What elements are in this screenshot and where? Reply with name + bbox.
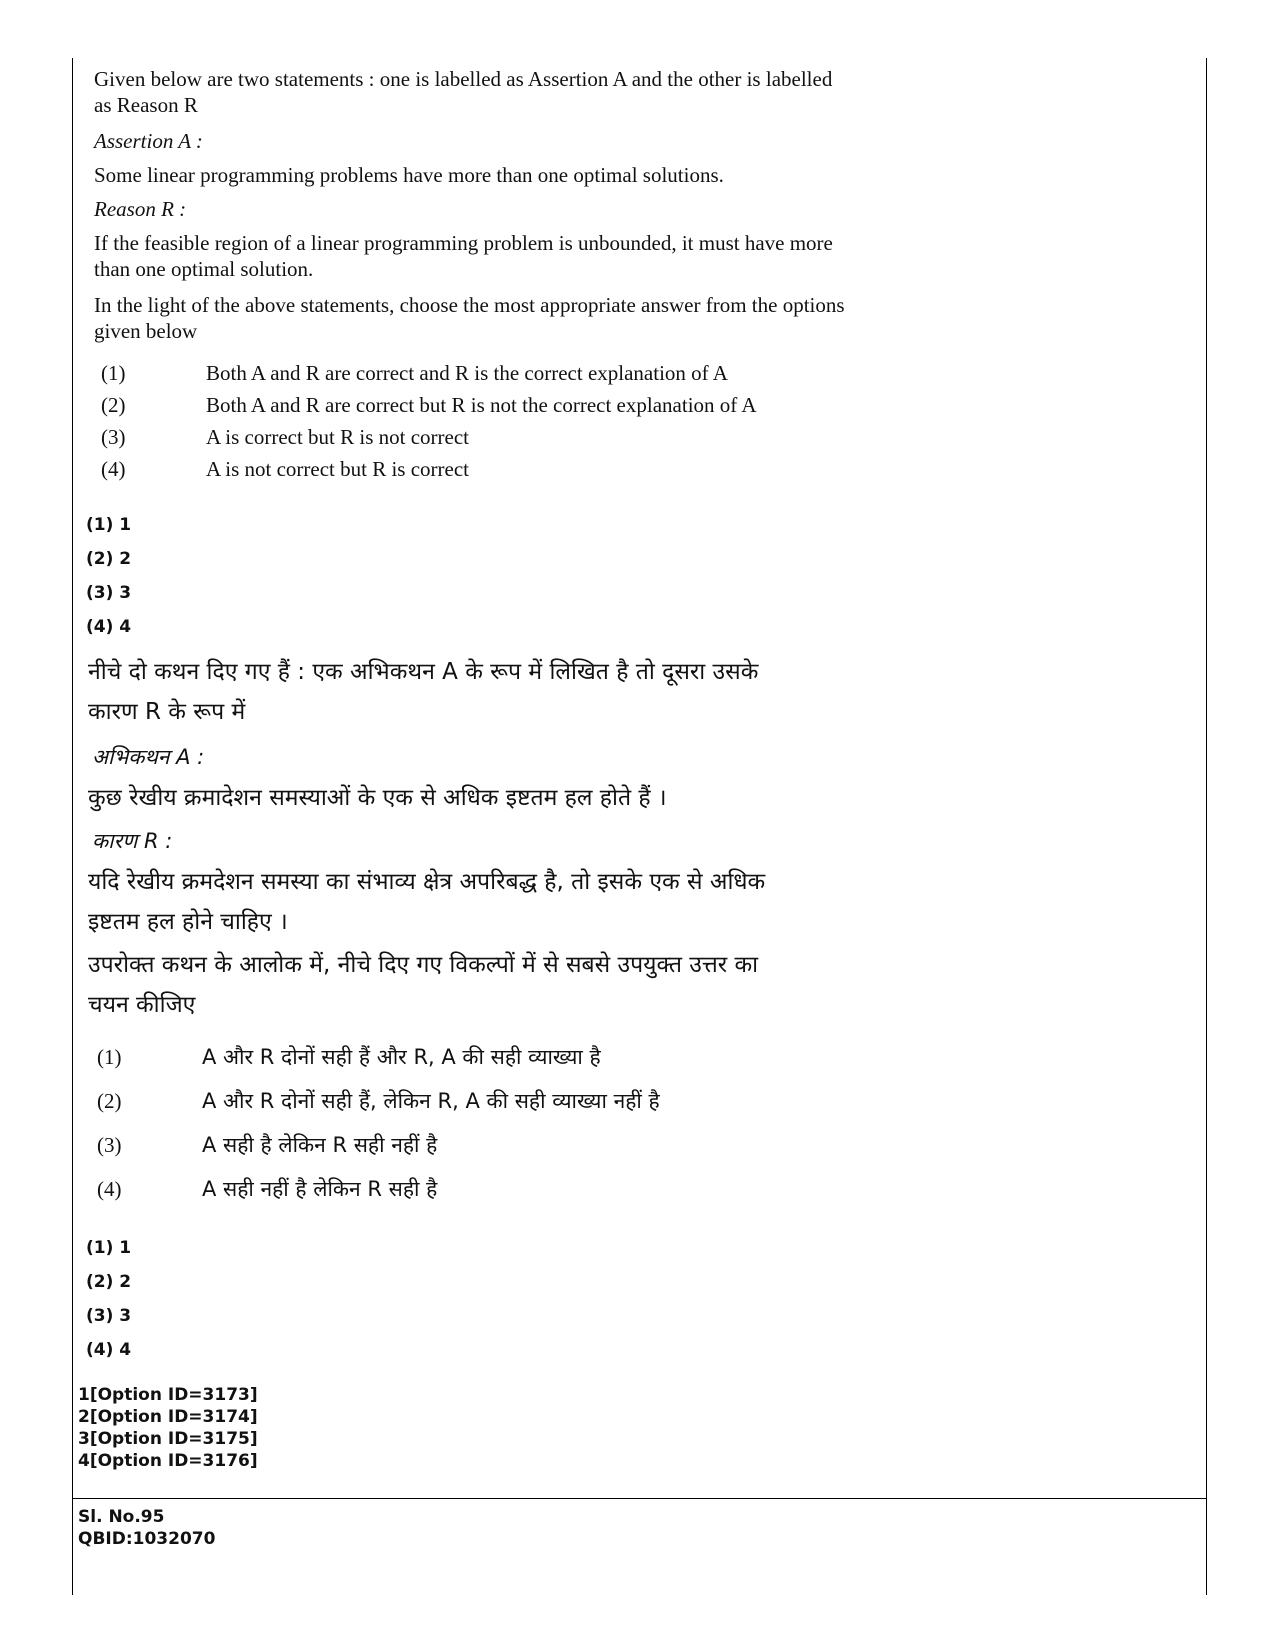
- option-id-2: 2[Option ID=3174]: [78, 1407, 258, 1427]
- instruction-hi-line1: उपरोक्त कथन के आलोक में, नीचे दिए गए विकल्पों में से सबसे उपयुक्त उत्तर का: [88, 952, 759, 978]
- reason-text-en: If the feasible region of a linear programming problem is unbounded, it must have more than one optimal solution.: [94, 231, 833, 281]
- option-text: Both A and R are correct and R is the correct explanation of A: [206, 361, 728, 385]
- answer-choice-hi-3[interactable]: (3) 3: [86, 1306, 132, 1326]
- answer-choice-en-1[interactable]: (1) 1: [86, 515, 132, 535]
- option-number: (4): [97, 1177, 122, 1201]
- question-divider: [72, 1498, 1207, 1499]
- option-number: (3): [97, 1133, 122, 1157]
- option-number: (3): [101, 425, 126, 449]
- reason-label-en: Reason R :: [94, 197, 187, 221]
- instruction-en-block: [94, 292, 864, 344]
- question-intro-en: [94, 66, 854, 118]
- option-text: A सही है लेकिन R सही नहीं है: [202, 1133, 438, 1157]
- option-text: A और R दोनों सही हैं, लेकिन R, A की सही व्याख्या नहीं है: [202, 1089, 660, 1113]
- assertion-text-en: Some linear programming problems have more than one optimal solutions.: [94, 163, 724, 187]
- answer-choice-en-2[interactable]: (2) 2: [86, 549, 132, 569]
- question-intro-hi-line2: कारण R के रूप में: [88, 699, 246, 725]
- instruction-hi-line2: चयन कीजिए: [88, 992, 196, 1018]
- serial-number: Sl. No.95: [78, 1507, 165, 1527]
- option-number: (2): [97, 1089, 122, 1113]
- option-text: Both A and R are correct but R is not the correct explanation of A: [206, 393, 757, 417]
- page-left-border: [72, 58, 73, 1595]
- option-text: A सही नहीं है लेकिन R सही है: [202, 1177, 438, 1201]
- option-id-3: 3[Option ID=3175]: [78, 1429, 258, 1449]
- assertion-text-hi: कुछ रेखीय क्रमादेशन समस्याओं के एक से अधिक इष्टतम हल होते हैं ।: [88, 785, 667, 811]
- question-intro-hi-line1: नीचे दो कथन दिए गए हैं : एक अभिकथन A के रूप में लिखित है तो दूसरा उसके: [88, 659, 759, 685]
- reason-label-hi: कारण R :: [92, 829, 173, 853]
- reason-text-hi-line2: इष्टतम हल होने चाहिए ।: [88, 909, 288, 935]
- assertion-label-hi: अभिकथन A :: [92, 745, 205, 769]
- question-bank-id: QBID:1032070: [78, 1529, 216, 1549]
- option-text: A is not correct but R is correct: [206, 457, 470, 481]
- question-intro-text: Given below are two statements : one is labelled as Assertion A and the other is labelled as Reason R: [94, 67, 833, 117]
- answer-choice-hi-4[interactable]: (4) 4: [86, 1340, 132, 1360]
- instruction-en: In the light of the above statements, choose the most appropriate answer from the options given below: [94, 293, 845, 343]
- option-text: A और R दोनों सही हैं और R, A की सही व्याख्या है: [202, 1045, 601, 1069]
- reason-text-hi-line1: यदि रेखीय क्रमदेशन समस्या का संभाव्य क्षेत्र अपरिबद्ध है, तो इसके एक से अधिक: [88, 869, 766, 895]
- answer-choice-hi-2[interactable]: (2) 2: [86, 1272, 132, 1292]
- option-id-1: 1[Option ID=3173]: [78, 1385, 258, 1405]
- reason-text-en-block: [94, 230, 864, 282]
- answer-choice-en-4[interactable]: (4) 4: [86, 617, 132, 637]
- page-right-border: [1206, 58, 1207, 1595]
- option-number: (2): [101, 393, 126, 417]
- option-number: (1): [101, 361, 126, 385]
- assertion-label-en: Assertion A :: [94, 129, 203, 153]
- answer-choice-en-3[interactable]: (3) 3: [86, 583, 132, 603]
- option-number: (1): [97, 1045, 122, 1069]
- option-id-4: 4[Option ID=3176]: [78, 1451, 258, 1471]
- option-number: (4): [101, 457, 126, 481]
- answer-choice-hi-1[interactable]: (1) 1: [86, 1238, 132, 1258]
- option-text: A is correct but R is not correct: [206, 425, 470, 449]
